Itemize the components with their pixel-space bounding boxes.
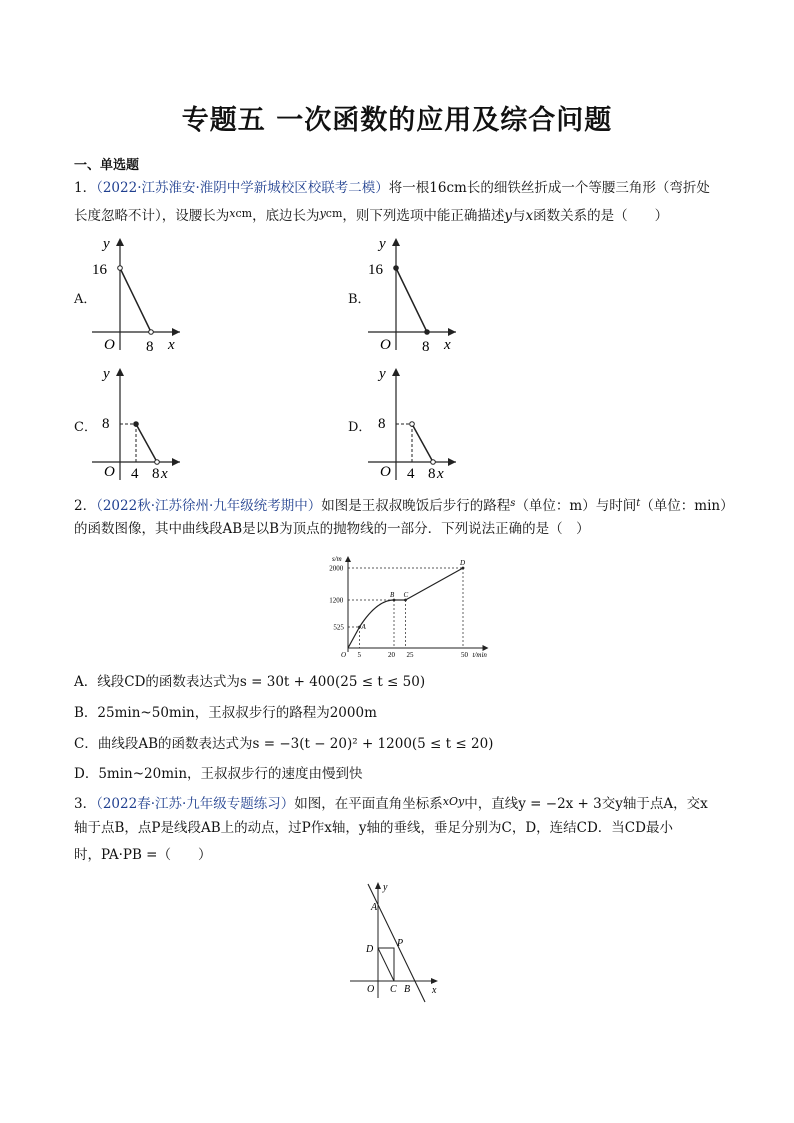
x-tick-8: 8 (152, 466, 160, 482)
x-tick-label: 25 (406, 651, 414, 659)
origin-label: O (380, 337, 391, 353)
point-a-label: A (371, 902, 378, 913)
q1-var-y: y (319, 207, 326, 220)
q2-option-d[interactable]: D．5min~20min，王叔叔步行的速度由慢到快 (74, 766, 363, 782)
point-d-label: D (366, 944, 374, 955)
origin-label: O (104, 464, 115, 480)
q1-text2a: 长度忽略不计），设腰长为 (74, 208, 230, 224)
x-tick: 8 (146, 339, 154, 355)
point-d (462, 567, 465, 570)
q1-var-x-2: x (525, 208, 534, 224)
q1-text2c: ，则下列选项中能正确描述 (342, 208, 505, 224)
q1-option-d-label[interactable]: D． (348, 420, 372, 435)
function-segment (412, 424, 433, 462)
open-endpoint (431, 460, 436, 465)
y-tick: 8 (102, 416, 110, 432)
function-segment (396, 268, 427, 332)
q3-line3: 时，PA·PB =（ ） (74, 847, 212, 863)
origin-label: O (341, 651, 347, 659)
open-endpoint (118, 266, 123, 271)
point-c (404, 599, 407, 602)
q1-option-b-graph[interactable] (364, 234, 474, 356)
y-label: y (379, 236, 386, 252)
q1-option-a-graph[interactable] (88, 234, 198, 356)
y-tick-label: 2000 (329, 564, 344, 573)
q3-text1a: 如图，在平面直角坐标系 (294, 796, 443, 812)
y-axis-arrow (116, 238, 124, 246)
q3-text1b: 中，直线y = −2x + 3交y轴于点A，交x (464, 796, 708, 812)
q2-distance-time-chart (318, 545, 487, 660)
x-axis-arrow (431, 978, 438, 984)
x-tick-4: 4 (407, 466, 415, 482)
y-tick: 16 (92, 262, 107, 278)
point-b (393, 599, 396, 602)
y-axis-arrow (116, 368, 124, 376)
x-axis-arrow (172, 328, 180, 336)
q2-var-s: s (510, 498, 516, 509)
q1-text1: 将一根16cm长的细铁丝折成一个等腰三角形（弯折处 (388, 180, 710, 196)
q1-var-x: x (229, 207, 236, 220)
q3-xoy: xOy (442, 795, 465, 808)
q1-source: （2022·江苏淮安·淮阴中学新城校区校联考二模） (96, 180, 389, 196)
q2-text1c: （单位：min） (640, 498, 734, 514)
q3-line1 (74, 790, 708, 816)
x-label: x (437, 466, 444, 482)
y-tick: 16 (368, 262, 383, 278)
open-endpoint (410, 422, 415, 427)
q3-number: 3． (74, 796, 97, 812)
q3-coordinate-figure (346, 878, 446, 1006)
open-endpoint (155, 460, 160, 465)
x-tick-label: 20 (388, 651, 395, 659)
q1-unit-cm: cm (235, 207, 253, 220)
origin-label: O (380, 464, 391, 480)
q1-text2e: 函数关系的是（ ） (533, 208, 669, 224)
q1-line1 (74, 176, 710, 200)
closed-endpoint (425, 330, 430, 335)
x-axis-arrow (448, 458, 456, 466)
origin-label: O (104, 337, 115, 353)
q2-option-a[interactable]: A．线段CD的函数表达式为s = 30t + 400(25 ≤ t ≤ 50) (74, 674, 426, 690)
x-axis-label: t/min (472, 651, 487, 659)
segment-cd (403, 568, 464, 600)
point-a (358, 626, 361, 629)
x-tick: 8 (422, 339, 430, 355)
q1-option-d-graph[interactable] (364, 364, 474, 486)
q2-option-c[interactable]: C．曲线段AB的函数表达式为s = −3(t − 20)² + 1200(5 ≤ t ≤ 20) (74, 736, 494, 752)
y-tick: 8 (378, 416, 386, 432)
point-label-c: C (403, 591, 409, 599)
q1-number: 1． (74, 180, 97, 196)
x-label: x (161, 466, 168, 482)
y-label: y (379, 366, 386, 382)
section-heading: 一、单选题 (74, 158, 140, 173)
x-label: x (444, 337, 451, 353)
page-title: 专题五 一次函数的应用及综合问题 (181, 105, 613, 136)
q2-source: （2022秋·江苏徐州·九年级统考期中） (96, 498, 322, 514)
q1-option-b-label[interactable]: B． (348, 292, 371, 307)
x-label: x (432, 985, 437, 996)
x-label: x (168, 337, 175, 353)
y-label: y (103, 236, 110, 252)
q3-source: （2022春·江苏·九年级专题练习） (96, 796, 295, 812)
q1-var-y-2: y (504, 208, 513, 224)
q1-text2d: 与 (512, 208, 526, 224)
y-axis-arrow (392, 238, 400, 246)
q2-line2: 的函数图像，其中曲线段AB是以B为顶点的抛物线的一部分．下列说法正确的是（ ） (74, 521, 590, 537)
y-axis-arrow (345, 556, 351, 562)
point-b-label: B (404, 984, 411, 995)
x-tick-8: 8 (428, 466, 436, 482)
function-segment (120, 268, 151, 332)
y-label: y (383, 882, 388, 893)
x-tick-4: 4 (131, 466, 139, 482)
y-axis-label: s/m (332, 555, 342, 563)
q1-option-c-graph[interactable] (88, 364, 198, 486)
q1-option-c-label[interactable]: C． (74, 420, 97, 435)
point-c-label: C (390, 984, 397, 995)
y-tick-label: 525 (333, 623, 344, 632)
q2-option-b[interactable]: B．25min~50min，王叔叔步行的路程为2000m (74, 705, 377, 721)
y-label: y (103, 366, 110, 382)
q2-var-t: t (636, 498, 641, 509)
q2-text1a: 如图是王叔叔晚饭后步行的路程 (321, 498, 511, 514)
segment-cd (378, 948, 394, 981)
point-label-a: A (361, 623, 366, 631)
q1-option-a-label[interactable]: A． (74, 292, 97, 307)
q3-line2: 轴于点B，点P是线段AB上的动点，过P作x轴，y轴的垂线，垂足分别为C，D，连结CD．当CD最小 (74, 820, 673, 836)
closed-endpoint (394, 266, 399, 271)
function-segment (136, 424, 157, 462)
point-label-b: B (390, 591, 395, 599)
point-label-d: D (460, 559, 466, 567)
y-axis-arrow (375, 882, 381, 889)
q1-unit-cm-2: cm (325, 207, 343, 220)
q2-line1 (74, 492, 734, 518)
point-p-label: P (397, 938, 404, 949)
q2-number: 2． (74, 498, 97, 514)
x-axis-arrow (448, 328, 456, 336)
x-axis-arrow (172, 458, 180, 466)
segment-oa (348, 627, 360, 648)
q1-line2 (74, 202, 668, 228)
y-tick-label: 1200 (329, 596, 344, 605)
origin-label: O (367, 984, 375, 995)
y-axis-arrow (392, 368, 400, 376)
q2-text1b: （单位：m）与时间 (515, 498, 637, 514)
x-tick-label: 50 (461, 651, 468, 659)
open-endpoint (149, 330, 154, 335)
closed-endpoint (134, 422, 139, 427)
q1-text2b: ，底边长为 (252, 208, 320, 224)
x-tick-label: 5 (357, 651, 361, 659)
